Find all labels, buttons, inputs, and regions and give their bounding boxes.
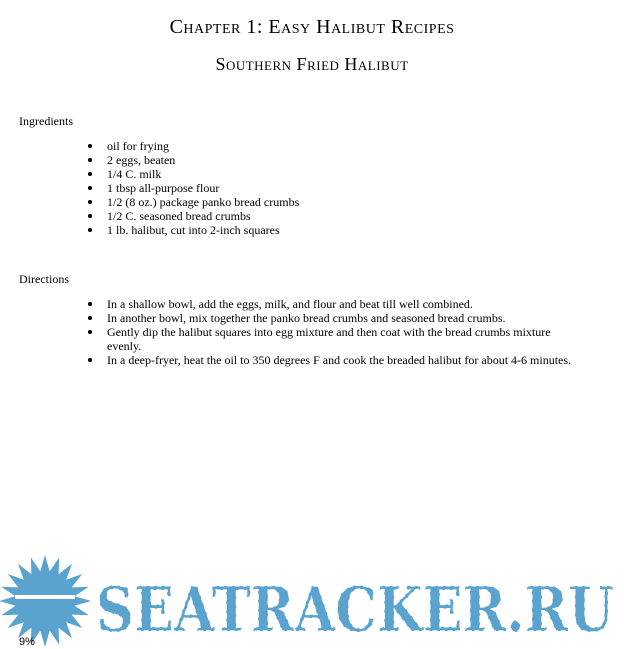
- ingredient-item: oil for frying: [107, 139, 577, 153]
- ingredient-item: 2 eggs, beaten: [107, 153, 577, 167]
- watermark-text: SEATRACKER.RU: [96, 573, 614, 646]
- chapter-title: Chapter 1: Easy Halibut Recipes: [169, 16, 455, 38]
- direction-step: Gently dip the halibut squares into egg mixture and then coat with the bread crumbs mixture evenly.: [107, 325, 577, 353]
- ingredient-item: 1/2 (8 oz.) package panko bread crumbs: [107, 195, 577, 209]
- recipe-title: Southern Fried Halibut: [215, 54, 409, 74]
- ingredients-list: [107, 139, 577, 237]
- ingredient-item: 1 tbsp all-purpose flour: [107, 181, 577, 195]
- page-indicator: 9%: [19, 636, 35, 648]
- directions-heading: Directions: [19, 272, 69, 286]
- ingredient-item: 1/2 C. seasoned bread crumbs: [107, 209, 577, 223]
- sun-icon: [0, 555, 91, 647]
- ingredients-heading: Ingredients: [19, 114, 73, 128]
- ingredient-item: 1 lb. halibut, cut into 2-inch squares: [107, 223, 577, 237]
- watermark: [0, 555, 624, 649]
- direction-step: In another bowl, mix together the panko bread crumbs and seasoned bread crumbs.: [107, 311, 577, 325]
- ingredient-item: 1/4 C. milk: [107, 167, 577, 181]
- direction-step: In a deep-fryer, heat the oil to 350 degrees F and cook the breaded halibut for about 4-6 minutes.: [107, 353, 577, 367]
- directions-list: [107, 297, 577, 367]
- direction-step: In a shallow bowl, add the eggs, milk, and flour and beat till well combined.: [107, 297, 577, 311]
